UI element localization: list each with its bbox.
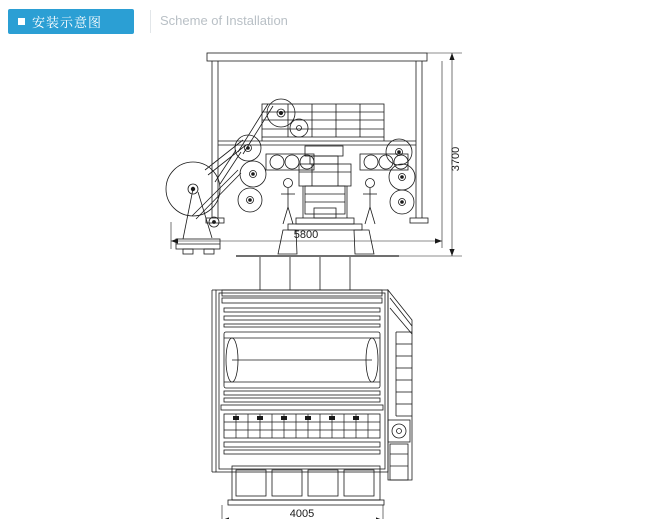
operator-figure-right xyxy=(363,179,377,225)
dimension-label-width-front: 5800 xyxy=(293,229,319,241)
section-title-badge xyxy=(8,9,134,34)
operator-figure-left xyxy=(281,179,295,225)
header-divider xyxy=(150,10,151,33)
technical-drawing xyxy=(0,42,655,519)
front-elevation-view xyxy=(166,53,462,256)
section-title-cn: 安装示意图 xyxy=(32,15,103,30)
page-header xyxy=(0,0,655,42)
drawing-canvas xyxy=(0,42,655,519)
plan-view xyxy=(212,257,412,519)
section-title-en: Scheme of Installation xyxy=(160,13,288,28)
dimension-label-height: 3700 xyxy=(450,146,462,172)
square-bullet-icon xyxy=(18,18,25,25)
dimension-label-width-plan: 4005 xyxy=(289,508,315,519)
